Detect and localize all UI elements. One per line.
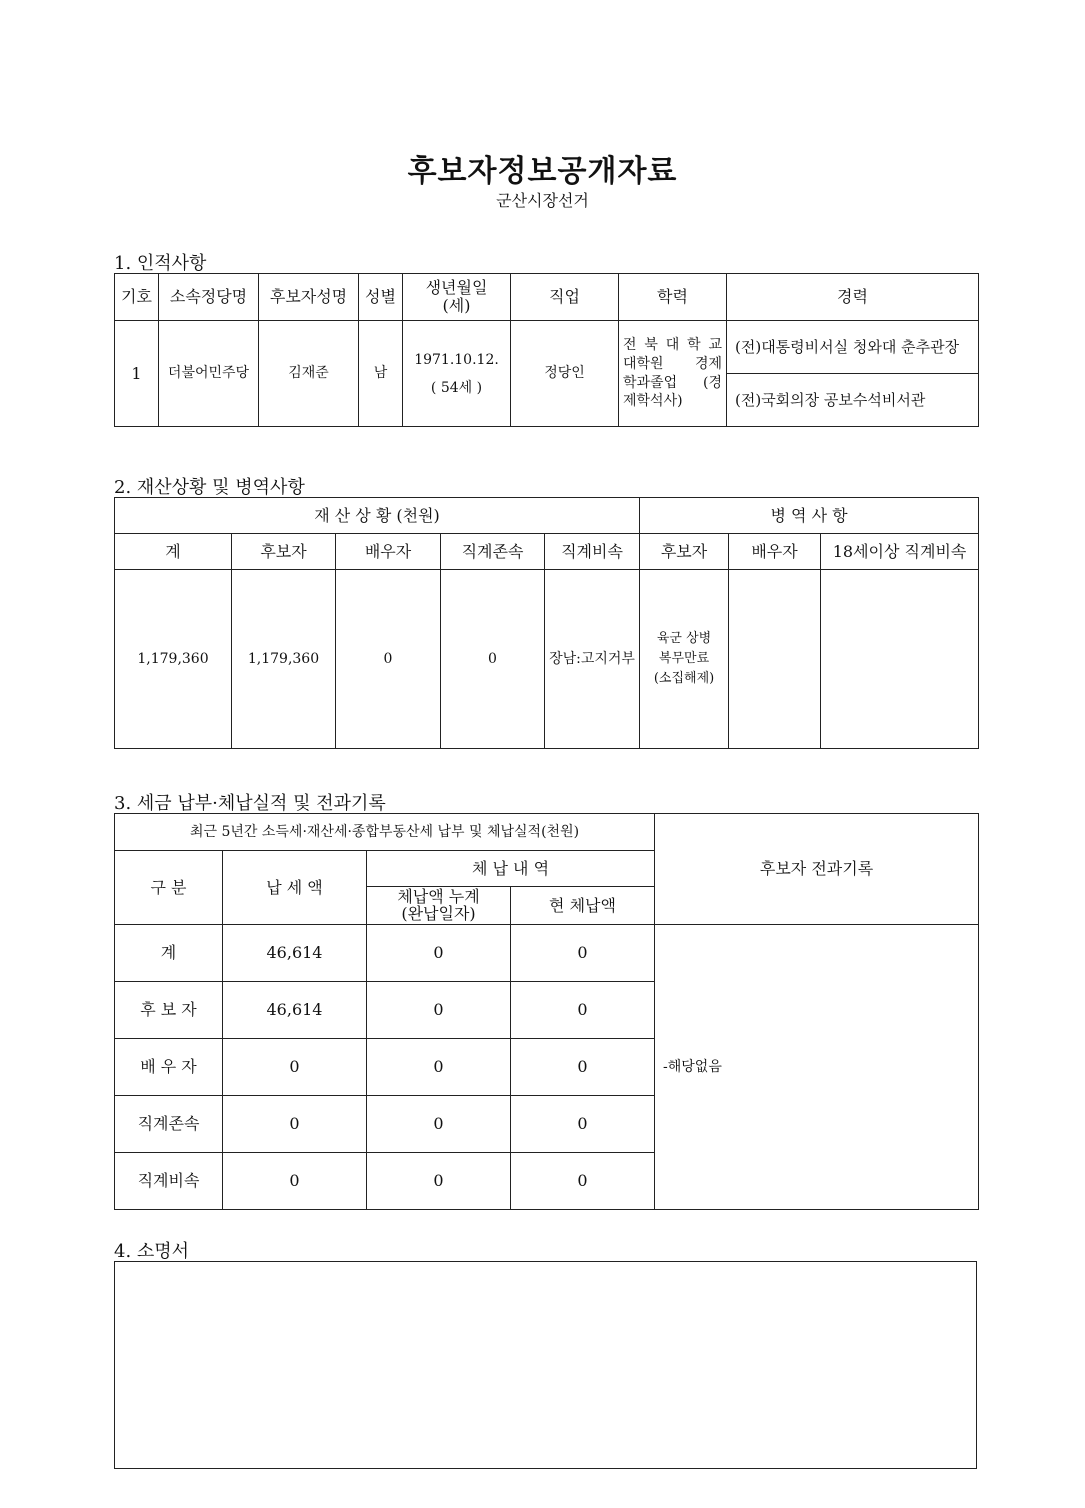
header-candidate: 후보자 — [232, 534, 336, 570]
arrears-total-label: 체납액 누계 — [397, 886, 480, 906]
military-candidate — [640, 570, 729, 749]
header-military-candidate: 후보자 — [640, 534, 729, 570]
header-total: 계 — [115, 534, 232, 570]
header-job: 직업 — [511, 274, 619, 321]
header-arrears-total — [367, 887, 511, 925]
military-group-header: 병 역 사 항 — [640, 498, 979, 534]
property-military-table — [114, 497, 979, 749]
education-line: 전 북 대 학 교 — [623, 336, 722, 353]
career-item: (전)국회의장 공보수석비서관 — [727, 374, 979, 427]
tax-row-label: 배 우 자 — [115, 1039, 223, 1096]
property-ascendant: 0 — [441, 570, 545, 749]
tax-row-paid: 0 — [223, 1096, 367, 1153]
candidate-name: 김재준 — [259, 321, 359, 427]
header-gender: 성별 — [359, 274, 403, 321]
tax-row-arrears-total: 0 — [367, 1039, 511, 1096]
header-age-label: (세) — [442, 296, 471, 315]
military-descendant — [821, 570, 979, 749]
election-name: 군산시장선거 — [496, 191, 589, 210]
criminal-header: 후보자 전과기록 — [655, 814, 979, 925]
tax-row-paid: 0 — [223, 1039, 367, 1096]
section-personal-title: 1. 인적사항 — [114, 253, 207, 274]
header-arrears-current: 현 체납액 — [511, 887, 655, 925]
tax-row-paid: 46,614 — [223, 982, 367, 1039]
military-line: 육군 상병 — [656, 630, 712, 646]
header-number: 기호 — [115, 274, 159, 321]
header-party: 소속정당명 — [159, 274, 259, 321]
header-birth-label: 생년월일 — [425, 278, 488, 298]
candidate-job: 정당인 — [511, 321, 619, 427]
header-birth — [403, 274, 511, 321]
tax-row-label: 직계비속 — [115, 1153, 223, 1210]
header-spouse: 배우자 — [336, 534, 441, 570]
birth-date: 1971.10.12. — [414, 351, 499, 368]
career-item: (전)대통령비서실 청와대 춘추관장 — [727, 321, 979, 374]
tax-row-label: 후 보 자 — [115, 982, 223, 1039]
candidate-birth — [403, 321, 511, 427]
header-descendant: 직계비속 — [545, 534, 640, 570]
header-military-descendant: 18세이상 직계비속 — [821, 534, 979, 570]
criminal-record: -해당없음 — [655, 925, 979, 1210]
candidate-age: ( 54세 ) — [430, 379, 483, 396]
tax-row-paid: 46,614 — [223, 925, 367, 982]
tax-row-arrears-total: 0 — [367, 982, 511, 1039]
tax-row-arrears-current: 0 — [511, 1153, 655, 1210]
property-group-header: 재 산 상 황 (천원) — [115, 498, 640, 534]
personal-info-table — [114, 273, 979, 427]
header-education: 학력 — [619, 274, 727, 321]
tax-group-header: 최근 5년간 소득세·재산세·종합부동산세 납부 및 체납실적(천원) — [115, 814, 655, 851]
property-descendant: 장남:고지거부 — [545, 570, 640, 749]
candidate-party: 더불어민주당 — [159, 321, 259, 427]
education-line: 제학석사) — [623, 393, 683, 410]
document-title: 후보자정보공개자료 — [407, 154, 678, 189]
statement-box — [114, 1261, 977, 1469]
tax-row-arrears-current: 0 — [511, 1039, 655, 1096]
tax-row-label: 직계존속 — [115, 1096, 223, 1153]
tax-row-arrears-total: 0 — [367, 1153, 511, 1210]
tax-row-label: 계 — [115, 925, 223, 982]
arrears-total-sublabel: (완납일자) — [401, 903, 476, 923]
tax-row-arrears-current: 0 — [511, 982, 655, 1039]
header-military-spouse: 배우자 — [729, 534, 821, 570]
military-spouse — [729, 570, 821, 749]
military-line: (소집해제) — [653, 671, 715, 687]
property-total: 1,179,360 — [115, 570, 232, 749]
candidate-number: 1 — [115, 321, 159, 427]
section-tax-title: 3. 세금 납부·체납실적 및 전과기록 — [114, 793, 386, 814]
education-line: 대학원 경제 — [623, 355, 722, 372]
property-spouse: 0 — [336, 570, 441, 749]
tax-row-arrears-total: 0 — [367, 925, 511, 982]
header-ascendant: 직계존속 — [441, 534, 545, 570]
header-name: 후보자성명 — [259, 274, 359, 321]
tax-row-arrears-current: 0 — [511, 925, 655, 982]
education-line: 학과졸업 (경 — [623, 374, 722, 391]
property-candidate: 1,179,360 — [232, 570, 336, 749]
candidate-gender: 남 — [359, 321, 403, 427]
section-statement-title: 4. 소명서 — [114, 1241, 190, 1262]
candidate-education — [619, 321, 727, 427]
header-arrears-group: 체 납 내 역 — [367, 851, 655, 887]
tax-row-arrears-current: 0 — [511, 1096, 655, 1153]
military-line: 복무만료 — [658, 650, 710, 666]
tax-row-arrears-total: 0 — [367, 1096, 511, 1153]
tax-row-paid: 0 — [223, 1153, 367, 1210]
section-property-title: 2. 재산상황 및 병역사항 — [114, 477, 305, 498]
header-career: 경력 — [727, 274, 979, 321]
header-paid: 납 세 액 — [223, 851, 367, 925]
tax-criminal-table — [114, 813, 979, 1210]
header-category: 구 분 — [115, 851, 223, 925]
